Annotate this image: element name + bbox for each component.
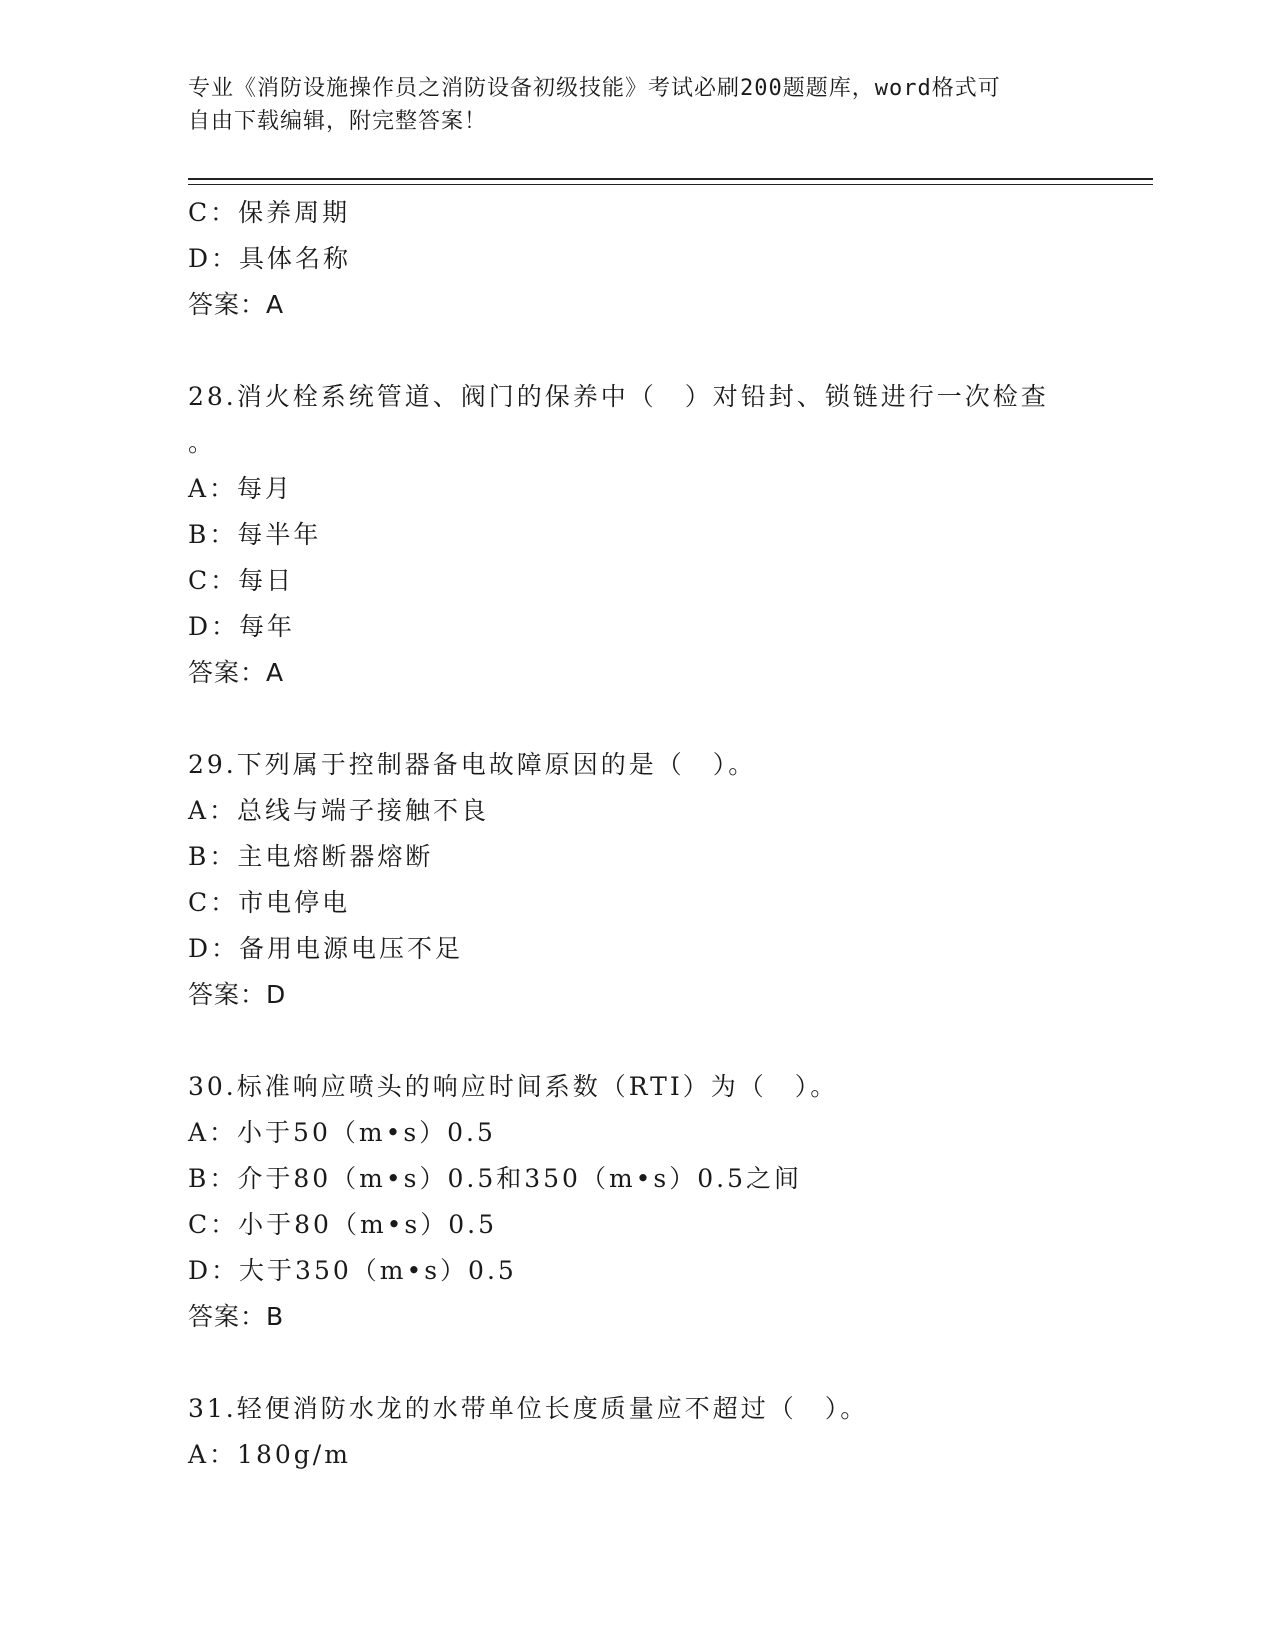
question-stem-continuation: 。 — [188, 428, 217, 457]
previous-question-tail — [188, 190, 1153, 328]
option-a: A：每月 — [188, 474, 294, 503]
option-a: A：小于50（m•s）0.5 — [188, 1118, 496, 1147]
spacer — [188, 1018, 1153, 1064]
document-header — [188, 72, 1068, 138]
option-d: D：具体名称 — [188, 244, 352, 273]
question-29 — [188, 742, 1153, 1018]
spacer — [188, 328, 1153, 374]
option-d: D：每年 — [188, 612, 296, 641]
header-line-1: 专业《消防设施操作员之消防设备初级技能》考试必刷200题题库，word格式可 — [188, 76, 1001, 101]
option-b: B：介于80（m•s）0.5和350（m•s）0.5之间 — [188, 1164, 802, 1193]
question-stem: 28.消火栓系统管道、阀门的保养中（ ）对铅封、锁链进行一次检查 — [188, 382, 1049, 411]
answer-label: 答案：A — [188, 290, 285, 319]
question-30 — [188, 1064, 1153, 1340]
option-b: B：每半年 — [188, 520, 322, 549]
header-divider-thin — [188, 184, 1153, 185]
header-divider-thick — [188, 178, 1153, 180]
option-c: C：市电停电 — [188, 888, 351, 917]
spacer — [188, 696, 1153, 742]
option-d: D：大于350（m•s）0.5 — [188, 1256, 517, 1285]
question-stem: 29.下列属于控制器备电故障原因的是（ ）。 — [188, 750, 757, 779]
question-stem: 31.轻便消防水龙的水带单位长度质量应不超过（ ）。 — [188, 1394, 869, 1423]
option-a: A：总线与端子接触不良 — [188, 796, 490, 825]
answer-label: 答案：B — [188, 1302, 285, 1331]
option-a: A：180g/m — [188, 1440, 351, 1469]
option-c: C：小于80（m•s）0.5 — [188, 1210, 497, 1239]
question-list — [188, 190, 1153, 1478]
option-c: C：保养周期 — [188, 198, 351, 227]
answer-label: 答案：D — [188, 980, 287, 1009]
question-31 — [188, 1386, 1153, 1478]
header-line-2: 自由下载编辑，附完整答案！ — [188, 109, 488, 134]
option-b: B：主电熔断器熔断 — [188, 842, 434, 871]
question-28 — [188, 374, 1153, 696]
answer-label: 答案：A — [188, 658, 285, 687]
option-d: D：备用电源电压不足 — [188, 934, 464, 963]
spacer — [188, 1340, 1153, 1386]
question-stem: 30.标准响应喷头的响应时间系数（RTI）为（ ）。 — [188, 1072, 839, 1101]
option-c: C：每日 — [188, 566, 295, 595]
